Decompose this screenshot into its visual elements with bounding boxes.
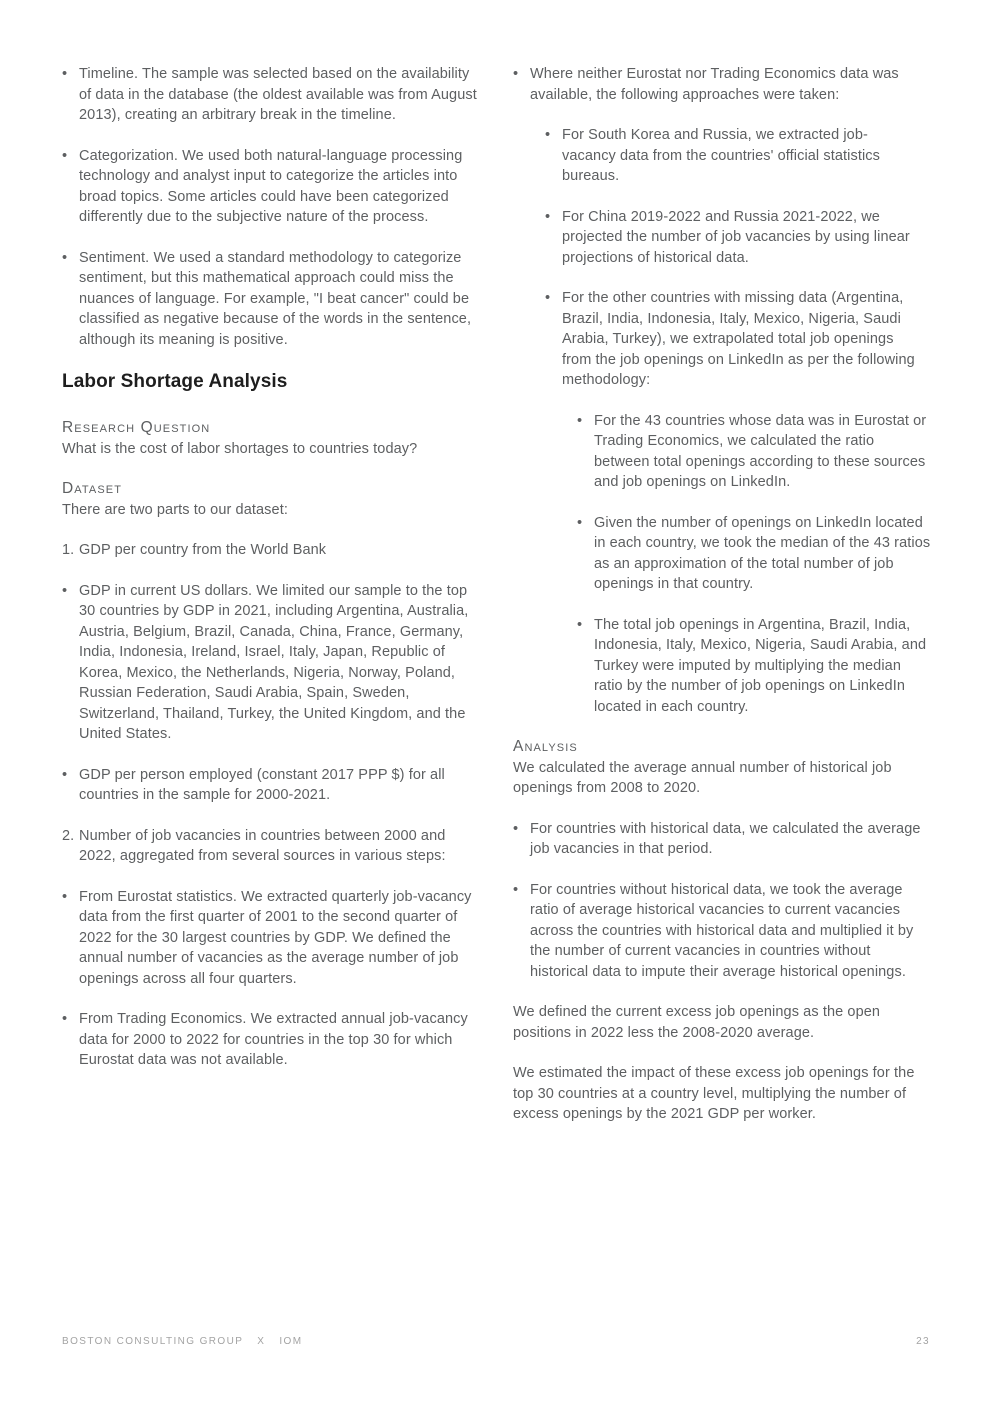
item-text: GDP per country from the World Bank (79, 542, 327, 558)
bullet-text: For South Korea and Russia, we extracted job-vacancy data from the countries' official statistics bureaus. (562, 127, 880, 184)
bullet-item-gdp-per-person (62, 765, 480, 806)
bullet-marker: • (62, 66, 68, 82)
bullet-text: Sentiment. We used a standard methodology to categorize sentiment, but this mathematical approach could miss the nuances of language. For example, "I beat cancer" could be classified as negative because of the words in the sentence, although its meaning is positive. (79, 249, 472, 348)
bullet-marker: • (62, 1011, 68, 1027)
subheading-analysis: Analysis (513, 738, 578, 755)
bullet-text: For countries without historical data, we took the average ratio of average historical vacancies to current vacancies across the countries with historical data and multiplied it by the number of current vacancies in countries without historical data to impute their average historical openings. (530, 881, 914, 980)
bullet-marker: • (545, 208, 551, 225)
right-column (513, 64, 931, 1145)
left-column (62, 64, 480, 1145)
bullet-marker: • (62, 888, 68, 905)
bullet-item-with-historical-data (513, 819, 931, 860)
bullet-item-eurostat (62, 887, 480, 990)
bullet-text: For China 2019-2022 and Russia 2021-2022, we projected the number of job vacancies by using linear projections of historical data. (562, 208, 910, 266)
analysis-block-header (513, 737, 931, 799)
bullet-item-median-ratio (577, 513, 931, 595)
subheading-dataset: Dataset (62, 480, 123, 497)
bullet-item-without-historical-data (513, 880, 931, 983)
bullet-marker: • (513, 66, 519, 82)
bullet-item-gdp-current-usd (62, 581, 480, 745)
paragraph-excess-openings-definition: We defined the current excess job openings as the open positions in 2022 less the 2008-2020 average. (513, 1004, 881, 1041)
subheading-research-question: Research Question (62, 419, 211, 436)
bullet-text: For countries with historical data, we calculated the average job vacancies in that period. (530, 820, 921, 857)
bullet-item-categorization (62, 146, 480, 228)
bullet-marker: • (62, 582, 68, 599)
bullet-item-sentiment (62, 248, 480, 351)
analysis-intro-text: We calculated the average annual number of historical job openings from 2008 to 2020. (513, 759, 892, 796)
bullet-text: From Eurostat statistics. We extracted quarterly job-vacancy data from the first quarter of 2001 to the second quarter of 2022 for the 30 largest countries by GDP. We defined the annual number of vacancies as the average number of job openings across all four quarters. (79, 888, 472, 987)
bullet-marker: • (577, 412, 583, 429)
bullet-item-imputed-openings (577, 615, 931, 718)
item-number: 2. (62, 827, 75, 844)
bullet-text: GDP in current US dollars. We limited our sample to the top 30 countries by GDP in 2021, including Argentina, Australia, Austria, Belgium, Brazil, Canada, China, France, Germany, India, Indonesia, Ireland, Israel, Italy, Japan, Republic of Korea, Mexico, the Netherlands, Nigeria, Norway, Poland, Russian Federation, Saudi Arabia, Spain, Sweden, Switzerland, Thailand, Turkey, the United Kingdom, and the United States. (79, 582, 469, 742)
bullet-text: Categorization. We used both natural-language processing technology and analyst input to categorize the articles into broad topics. Some articles could have been categorized differently due to the subjective nature of the process. (79, 147, 463, 225)
bullet-marker: • (62, 249, 68, 266)
bullet-item-other-countries-linkedin (545, 288, 931, 391)
bullet-text: For the 43 countries whose data was in Eurostat or Trading Economics, we calculated the ratio between total openings according to these sources and job openings on LinkedIn. (594, 412, 927, 490)
dataset-intro-text: There are two parts to our dataset: (62, 501, 288, 518)
footer-partner: IOM (279, 1336, 303, 1347)
item-text: Number of job vacancies in countries between 2000 and 2022, aggregated from several sources in various steps: (79, 827, 446, 864)
footer-page-number: 23 (916, 1336, 930, 1347)
bullet-marker: • (545, 290, 551, 306)
bullet-text: The total job openings in Argentina, Brazil, India, Indonesia, Italy, Mexico, Nigeria, Saudi Arabia, and Turkey were imputed by multiplying the median ratio by the number of job openings on LinkedIn located in each country. (594, 616, 927, 715)
bullet-text: From Trading Economics. We extracted annual job-vacancy data for 2000 to 2022 for countries in the top 30 for which Eurostat data was not available. (79, 1011, 468, 1068)
bullet-item-timeline (62, 64, 480, 126)
research-question-block (62, 418, 480, 459)
item-number: 1. (62, 542, 75, 558)
footer-brand: BOSTON CONSULTING GROUP (62, 1336, 244, 1347)
bullet-item-trading-economics (62, 1009, 480, 1071)
bullet-text: Timeline. The sample was selected based on the availability of data in the database (the oldest available was from August 2013), creating an arbitrary break in the timeline. (79, 66, 477, 123)
bullet-text: For the other countries with missing data (Argentina, Brazil, India, Indonesia, Italy, Mexico, Nigeria, Saudi Arabia, Turkey), we extrapolated total job openings from the job openings on LinkedIn as per the following methodology: (562, 290, 915, 388)
bullet-marker: • (577, 514, 583, 531)
bullet-item-south-korea-russia (545, 125, 931, 187)
bullet-marker: • (513, 820, 519, 837)
footer-brand-line (62, 1336, 302, 1347)
bullet-item-43-countries-ratio (577, 411, 931, 493)
numbered-item-vacancies (62, 826, 480, 867)
bullet-marker: • (545, 127, 551, 143)
bullet-text: Given the number of openings on LinkedIn located in each country, we took the median of the 43 ratios as an approximation of the total number of job openings in that country. (594, 514, 931, 592)
bullet-item-where-neither (513, 64, 931, 105)
paragraph-impact-estimation: We estimated the impact of these excess job openings for the top 30 countries at a country level, multiplying the number of excess openings by the 2021 GDP per worker. (513, 1065, 915, 1122)
bullet-item-china-russia-projection (545, 207, 931, 269)
numbered-item-gdp (62, 540, 480, 561)
footer-separator: X (257, 1336, 266, 1347)
dataset-block-header (62, 479, 480, 520)
bullet-marker: • (513, 881, 519, 898)
bullet-marker: • (62, 766, 68, 783)
research-question-text: What is the cost of labor shortages to countries today? (62, 440, 418, 457)
bullet-marker: • (62, 147, 68, 164)
page-content (62, 64, 930, 1145)
page-footer (62, 1336, 930, 1347)
bullet-text: GDP per person employed (constant 2017 PPP $) for all countries in the sample for 2000-2021. (79, 766, 445, 803)
bullet-text: Where neither Eurostat nor Trading Economics data was available, the following approaches were taken: (530, 66, 899, 103)
bullet-marker: • (577, 616, 583, 633)
section-title-labor-shortage-analysis: Labor Shortage Analysis (62, 371, 288, 392)
